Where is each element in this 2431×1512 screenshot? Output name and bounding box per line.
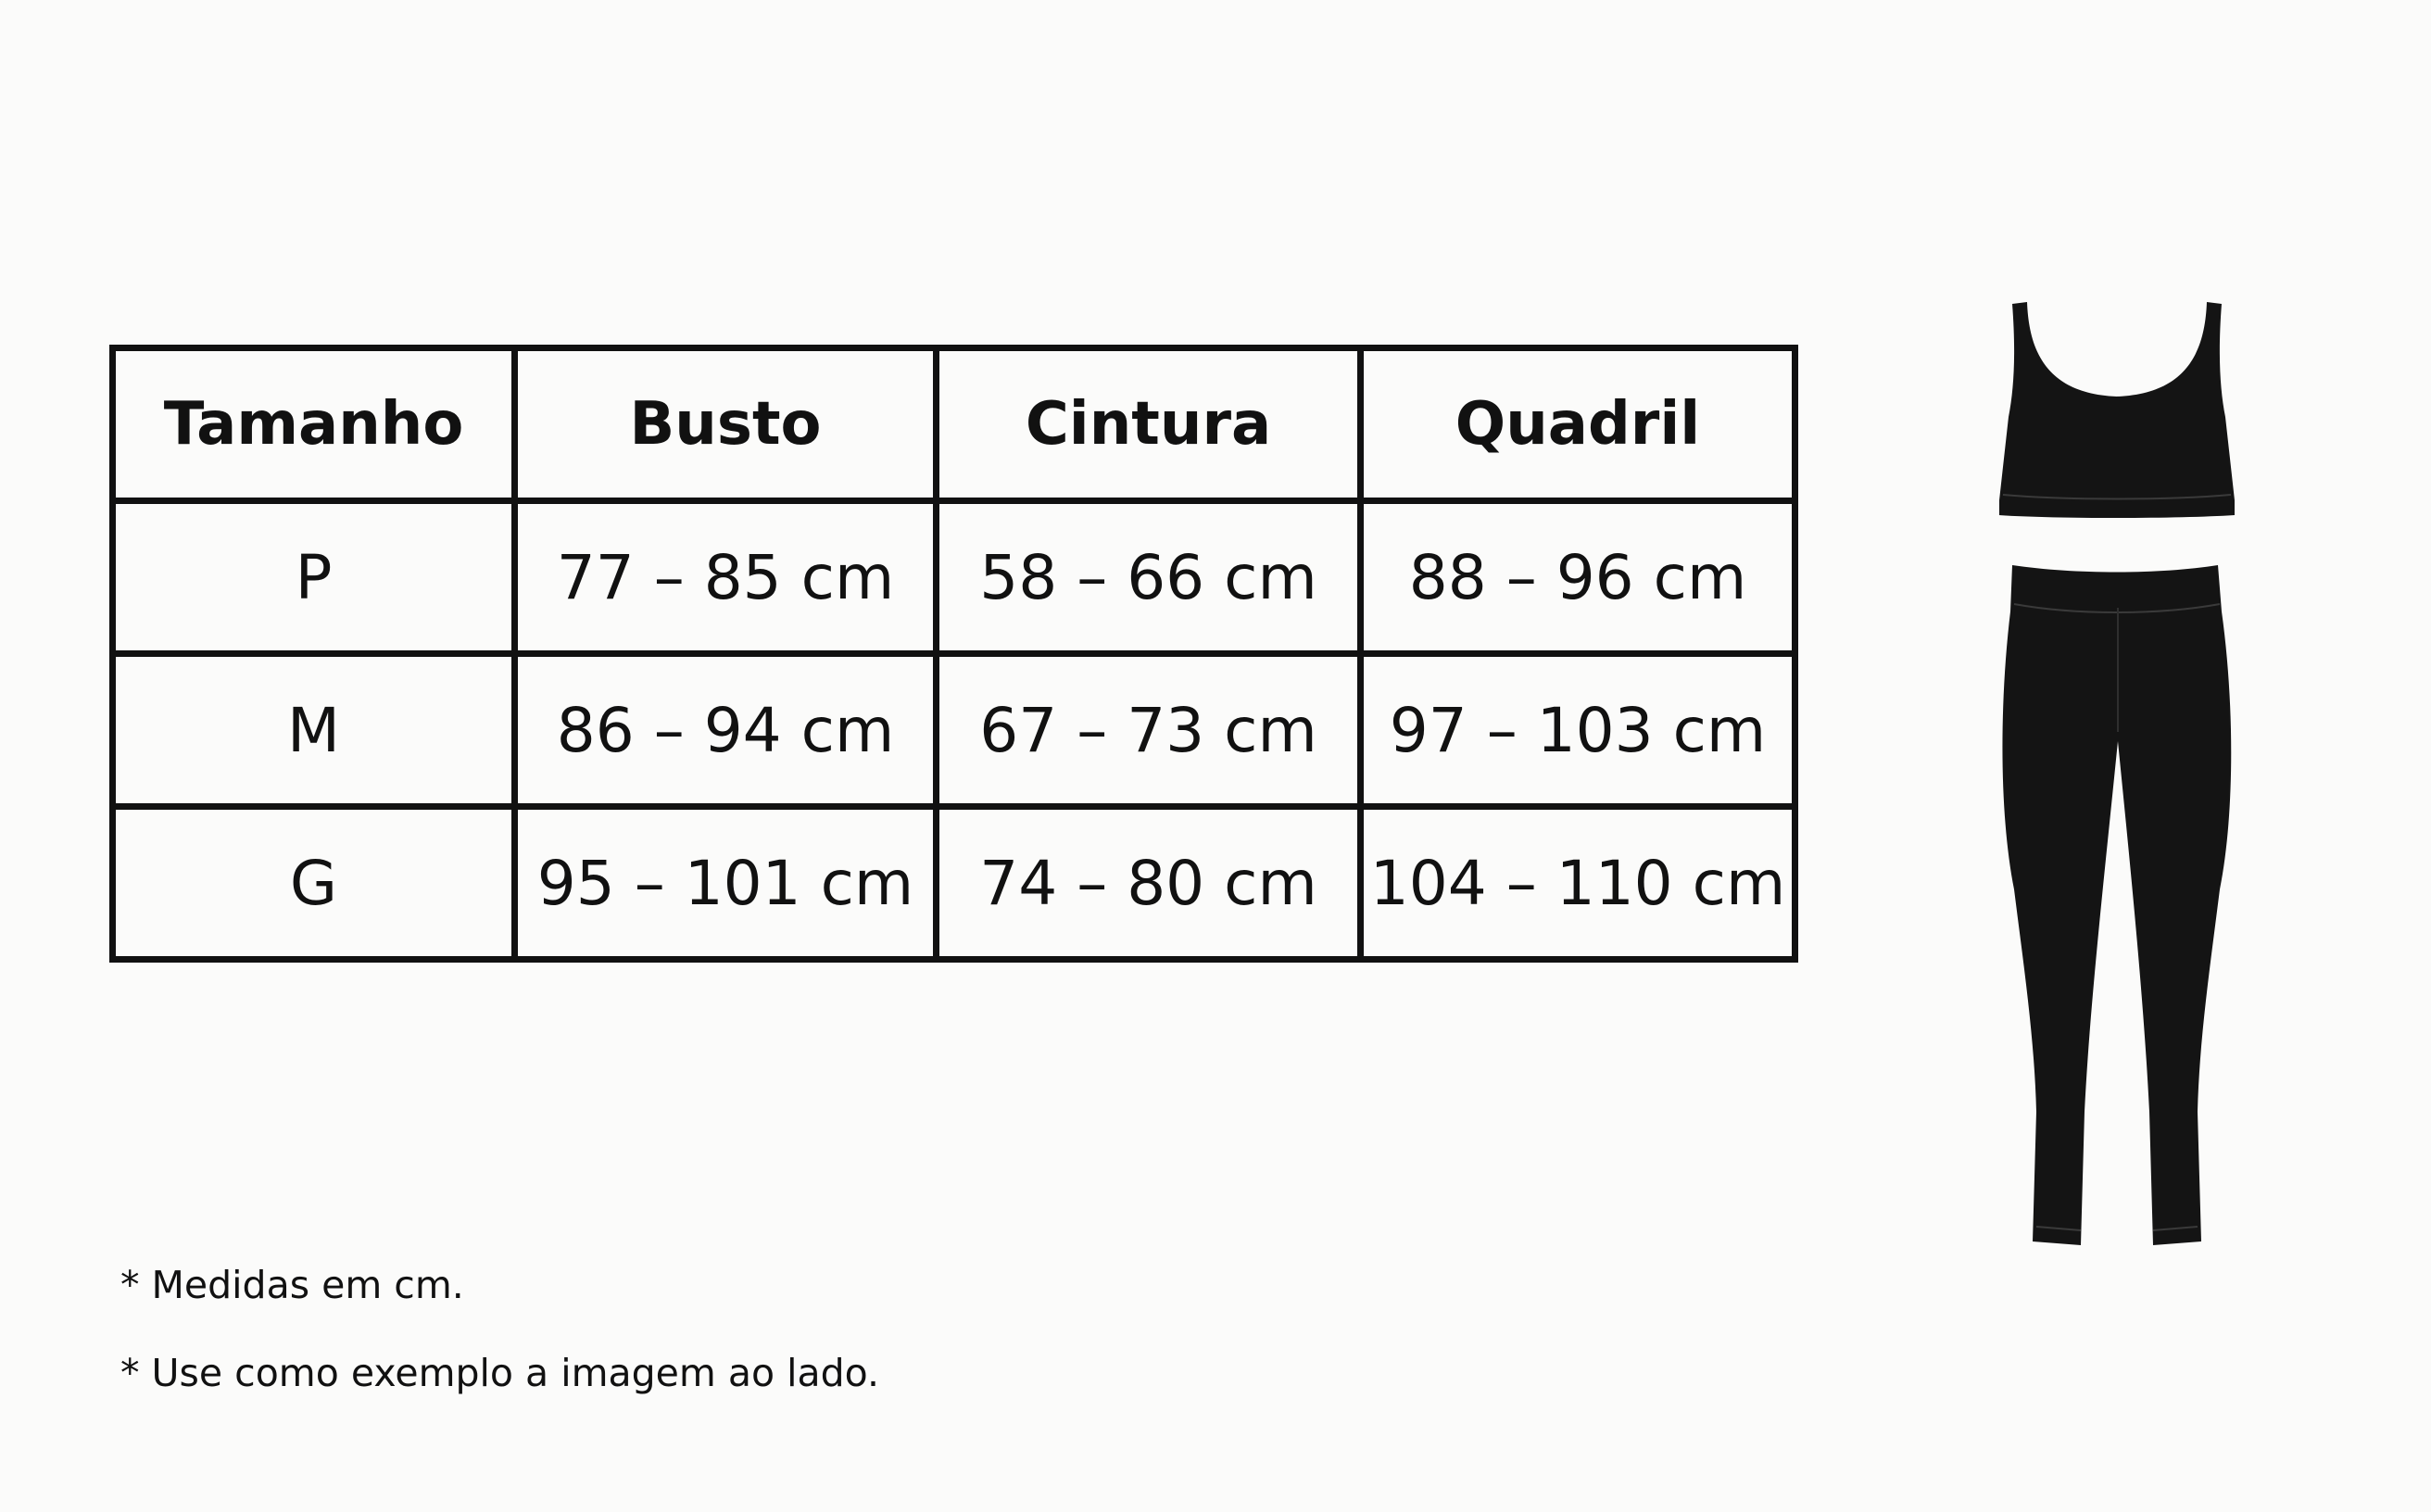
header-cintura: Cintura	[937, 348, 1361, 501]
cell-busto: 95 – 101 cm	[515, 807, 937, 960]
cell-size: P	[113, 501, 515, 654]
sports-bra-icon	[1999, 302, 2235, 518]
cell-size: G	[113, 807, 515, 960]
header-quadril: Quadril	[1361, 348, 1795, 501]
note-use-image-example: * Use como exemplo a imagem ao lado.	[120, 1351, 880, 1395]
size-chart-table	[109, 345, 1798, 963]
cell-size: M	[113, 654, 515, 807]
table-row	[113, 654, 1795, 807]
table-row	[113, 807, 1795, 960]
cell-cintura: 67 – 73 cm	[937, 654, 1361, 807]
cell-busto: 86 – 94 cm	[515, 654, 937, 807]
header-busto: Busto	[515, 348, 937, 501]
cell-quadril: 88 – 96 cm	[1361, 501, 1795, 654]
table-header-row	[113, 348, 1795, 501]
cell-quadril: 97 – 103 cm	[1361, 654, 1795, 807]
cell-cintura: 58 – 66 cm	[937, 501, 1361, 654]
cell-cintura: 74 – 80 cm	[937, 807, 1361, 960]
table-row	[113, 501, 1795, 654]
header-tamanho: Tamanho	[113, 348, 515, 501]
cell-quadril: 104 – 110 cm	[1361, 807, 1795, 960]
note-measurements-unit: * Medidas em cm.	[120, 1263, 464, 1307]
cell-busto: 77 – 85 cm	[515, 501, 937, 654]
garment-illustration	[1992, 296, 2242, 1251]
leggings-icon	[2002, 565, 2231, 1245]
